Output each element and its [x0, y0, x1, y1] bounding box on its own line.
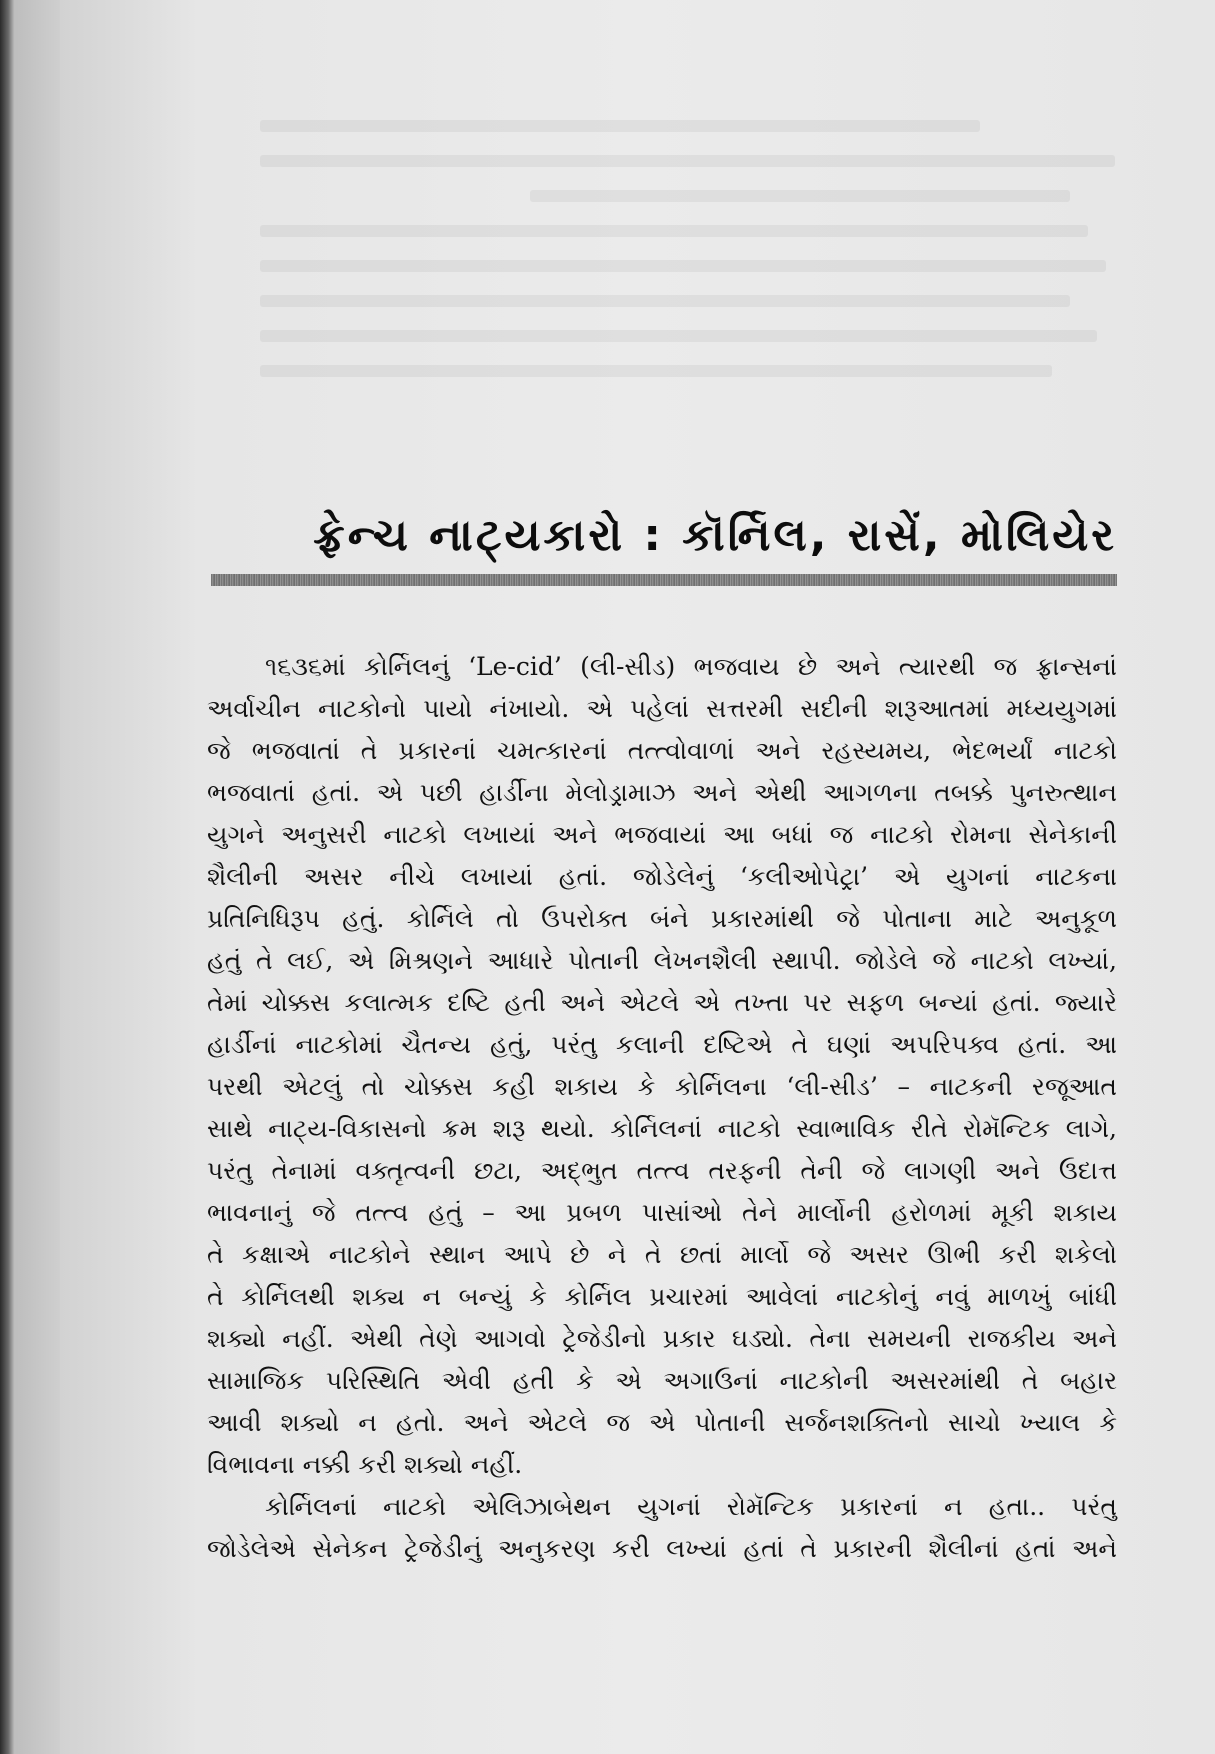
text-line: પ્રતિનિધિરૂપ હતું. કોર્નિલે તો ઉપરોક્ત બંને પ્રકારમાંથી જે પોતાના માટે અનુકૂળ — [207, 904, 1117, 933]
book-binding-edge — [0, 0, 14, 1754]
text-line: ભાવનાનું જે તત્ત્વ હતું – આ પ્રબળ પાસાંઓ તેને માર્લોની હરોળમાં મૂકી શકાય — [207, 1198, 1117, 1227]
text-line: પરંતુ તેનામાં વક્તૃત્વની છટા, અદ્‌ભુત તત્ત્વ તરફની તેની જે લાગણી અને ઉદાત્ત — [207, 1156, 1117, 1185]
text-line: યુગને અનુસરી નાટકો લખાયાં અને ભજવાયાં આ બધાં જ નાટકો રોમના સેનેકાની — [207, 820, 1117, 849]
text-line: શક્યો નહીં. એથી તેણે આગવો ટ્રેજેડીનો પ્રકાર ઘડ્યો. તેના સમયની રાજકીય અને — [207, 1324, 1117, 1353]
text-line: શૈલીની અસર નીચે લખાયાં હતાં. જોડેલેનું ‘કલીઓપેટ્રા’ એ યુગનાં નાટકના — [207, 862, 1117, 891]
chapter-title: ફ્રેન્ચ નાટ્યકારો : કૉર્નિલ, રાસેં, મોલિયેર — [313, 510, 1117, 561]
text-line: પરથી એટલું તો ચોક્કસ કહી શકાય કે કોર્નિલના ‘લી-સીડ’ – નાટકની રજૂઆત — [207, 1072, 1117, 1101]
text-line: અર્વાચીન નાટકોનો પાયો નંખાયો. એ પહેલાં સત્તરમી સદીની શરૂઆતમાં મધ્યયુગમાં — [207, 694, 1117, 723]
text-line: કોર્નિલનાં નાટકો એલિઝાબેથન યુગનાં રોમૅન્ટિક પ્રકારનાં ન હતા.. પરંતુ — [265, 1492, 1117, 1521]
text-line: વિભાવના નક્કી કરી શક્યો નહીં. — [207, 1450, 523, 1479]
text-line: તે કક્ષાએ નાટકોને સ્થાન આપે છે ને તે છતાં માર્લો જે અસર ઊભી કરી શકેલો — [207, 1240, 1117, 1269]
text-line: ભજવાતાં હતાં. એ પછી હાર્ડીના મેલોડ્રામાઝ અને એથી આગળના તબક્કે પુનરુત્થાન — [207, 778, 1117, 807]
text-line: જોડેલેએ સેનેકન ટ્રેજેડીનું અનુકરણ કરી લખ્યાં હતાં તે પ્રકારની શૈલીનાં હતાં અને — [207, 1534, 1117, 1563]
text-line: જે ભજવાતાં તે પ્રકારનાં ચમત્કારનાં તત્ત્વોવાળાં અને રહસ્યમય, ભેદભર્યાં નાટકો — [207, 736, 1117, 765]
text-line: હાર્ડીનાં નાટકોમાં ચૈતન્ય હતું, પરંતુ કલાની દષ્ટિએ તે ઘણાં અપરિપક્વ હતાં. આ — [207, 1030, 1117, 1059]
text-line: તેમાં ચોક્કસ કલાત્મક દષ્ટિ હતી અને એટલે એ તખ્તા પર સફળ બન્યાં હતાં. જ્યારે — [207, 988, 1117, 1017]
reverse-side-show-through — [260, 120, 1160, 400]
text-line: આવી શક્યો ન હતો. અને એટલે જ એ પોતાની સર્જનશક્તિનો સાચો ખ્યાલ કે — [207, 1408, 1117, 1437]
text-line: સાથે નાટ્ય-વિકાસનો ક્રમ શરૂ થયો. કોર્નિલનાં નાટકો સ્વાભાવિક રીતે રોમૅન્ટિક લાગે, — [207, 1114, 1117, 1143]
text-line: સામાજિક પરિસ્થિતિ એવી હતી કે એ અગાઉનાં નાટકોની અસરમાંથી તે બહાર — [207, 1366, 1117, 1395]
text-line: તે કોર્નિલથી શક્ય ન બન્યું કે કોર્નિલ પ્રચારમાં આવેલાં નાટકોનું નવું માળખું બાંધી — [207, 1282, 1117, 1311]
text-line: ૧૬૩૬માં કોર્નિલનું ‘Le-cid’ (લી-સીડ) ભજવાય છે અને ત્યારથી જ ફ્રાન્સનાં — [265, 652, 1117, 681]
text-line: હતું તે લઈ, એ મિશ્રણને આધારે પોતાની લેખનશૈલી સ્થાપી. જોડેલે જે નાટકો લખ્યાં, — [207, 946, 1117, 975]
title-underline-rule — [211, 574, 1117, 586]
body-text — [207, 646, 1117, 1570]
